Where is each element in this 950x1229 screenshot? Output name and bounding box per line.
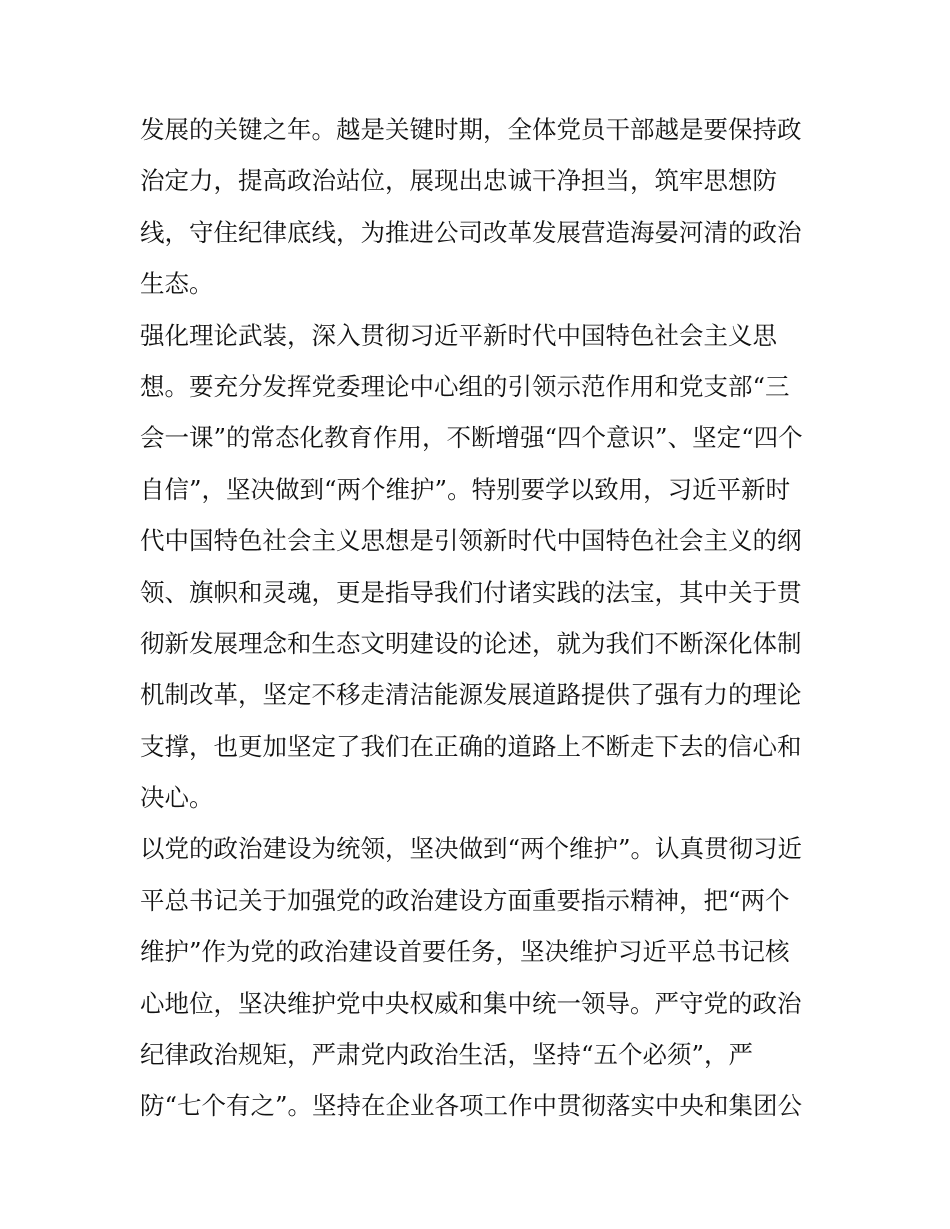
- text-line: 自信”，坚决做到“两个维护”。特别要学以致用，习近平新时: [140, 474, 791, 504]
- text-line: 平总书记关于加强党的政治建设方面重要指示精神，把“两个: [140, 885, 790, 915]
- paragraph-1: [140, 104, 820, 310]
- text-line: 想。要充分发挥党委理论中心组的引领示范作用和党支部“三: [140, 371, 790, 401]
- text-line: 支撑，也更加坚定了我们在正确的道路上不断走下去的信心和: [140, 731, 802, 761]
- document-body: [140, 104, 820, 1132]
- paragraph-3: [140, 823, 820, 1131]
- text-line: 彻新发展理念和生态文明建设的论述，就为我们不断深化体制: [140, 628, 802, 658]
- text-line: 治定力，提高政治站位，展现出忠诚干净担当，筑牢思想防: [140, 166, 777, 196]
- text-line: 领、旗帜和灵魂，更是指导我们付诸实践的法宝，其中关于贯: [140, 577, 802, 607]
- text-line: 纪律政治规矩，严肃党内政治生活，坚持“五个必须”，严: [140, 1040, 754, 1070]
- text-line: 机制改革，坚定不移走清洁能源发展道路提供了强有力的理论: [140, 680, 802, 710]
- text-line: 发展的关键之年。越是关键时期，全体党员干部越是要保持政: [140, 115, 802, 144]
- text-line: 决心。: [140, 783, 214, 813]
- text-line: 生态。: [140, 269, 214, 299]
- text-line: 维护”作为党的政治建设首要任务，坚决维护习近平总书记核: [140, 937, 790, 967]
- text-line: 强化理论武装，深入贯彻习近平新时代中国特色社会主义思: [140, 320, 777, 350]
- paragraph-2: [140, 310, 820, 824]
- text-line: 心地位，坚决维护党中央权威和集中统一领导。严守党的政治: [140, 988, 802, 1018]
- text-line: 线，守住纪律底线，为推进公司改革发展营造海晏河清的政治: [140, 217, 802, 247]
- text-line: 代中国特色社会主义思想是引领新时代中国特色社会主义的纲: [140, 526, 802, 556]
- text-line: 会一课”的常态化教育作用，不断增强“四个意识”、坚定“四个: [140, 423, 803, 453]
- text-line: 防“七个有之”。坚持在企业各项工作中贯彻落实中央和集团公: [140, 1091, 803, 1121]
- text-line: 以党的政治建设为统领，坚决做到“两个维护”。认真贯彻习近: [140, 834, 803, 864]
